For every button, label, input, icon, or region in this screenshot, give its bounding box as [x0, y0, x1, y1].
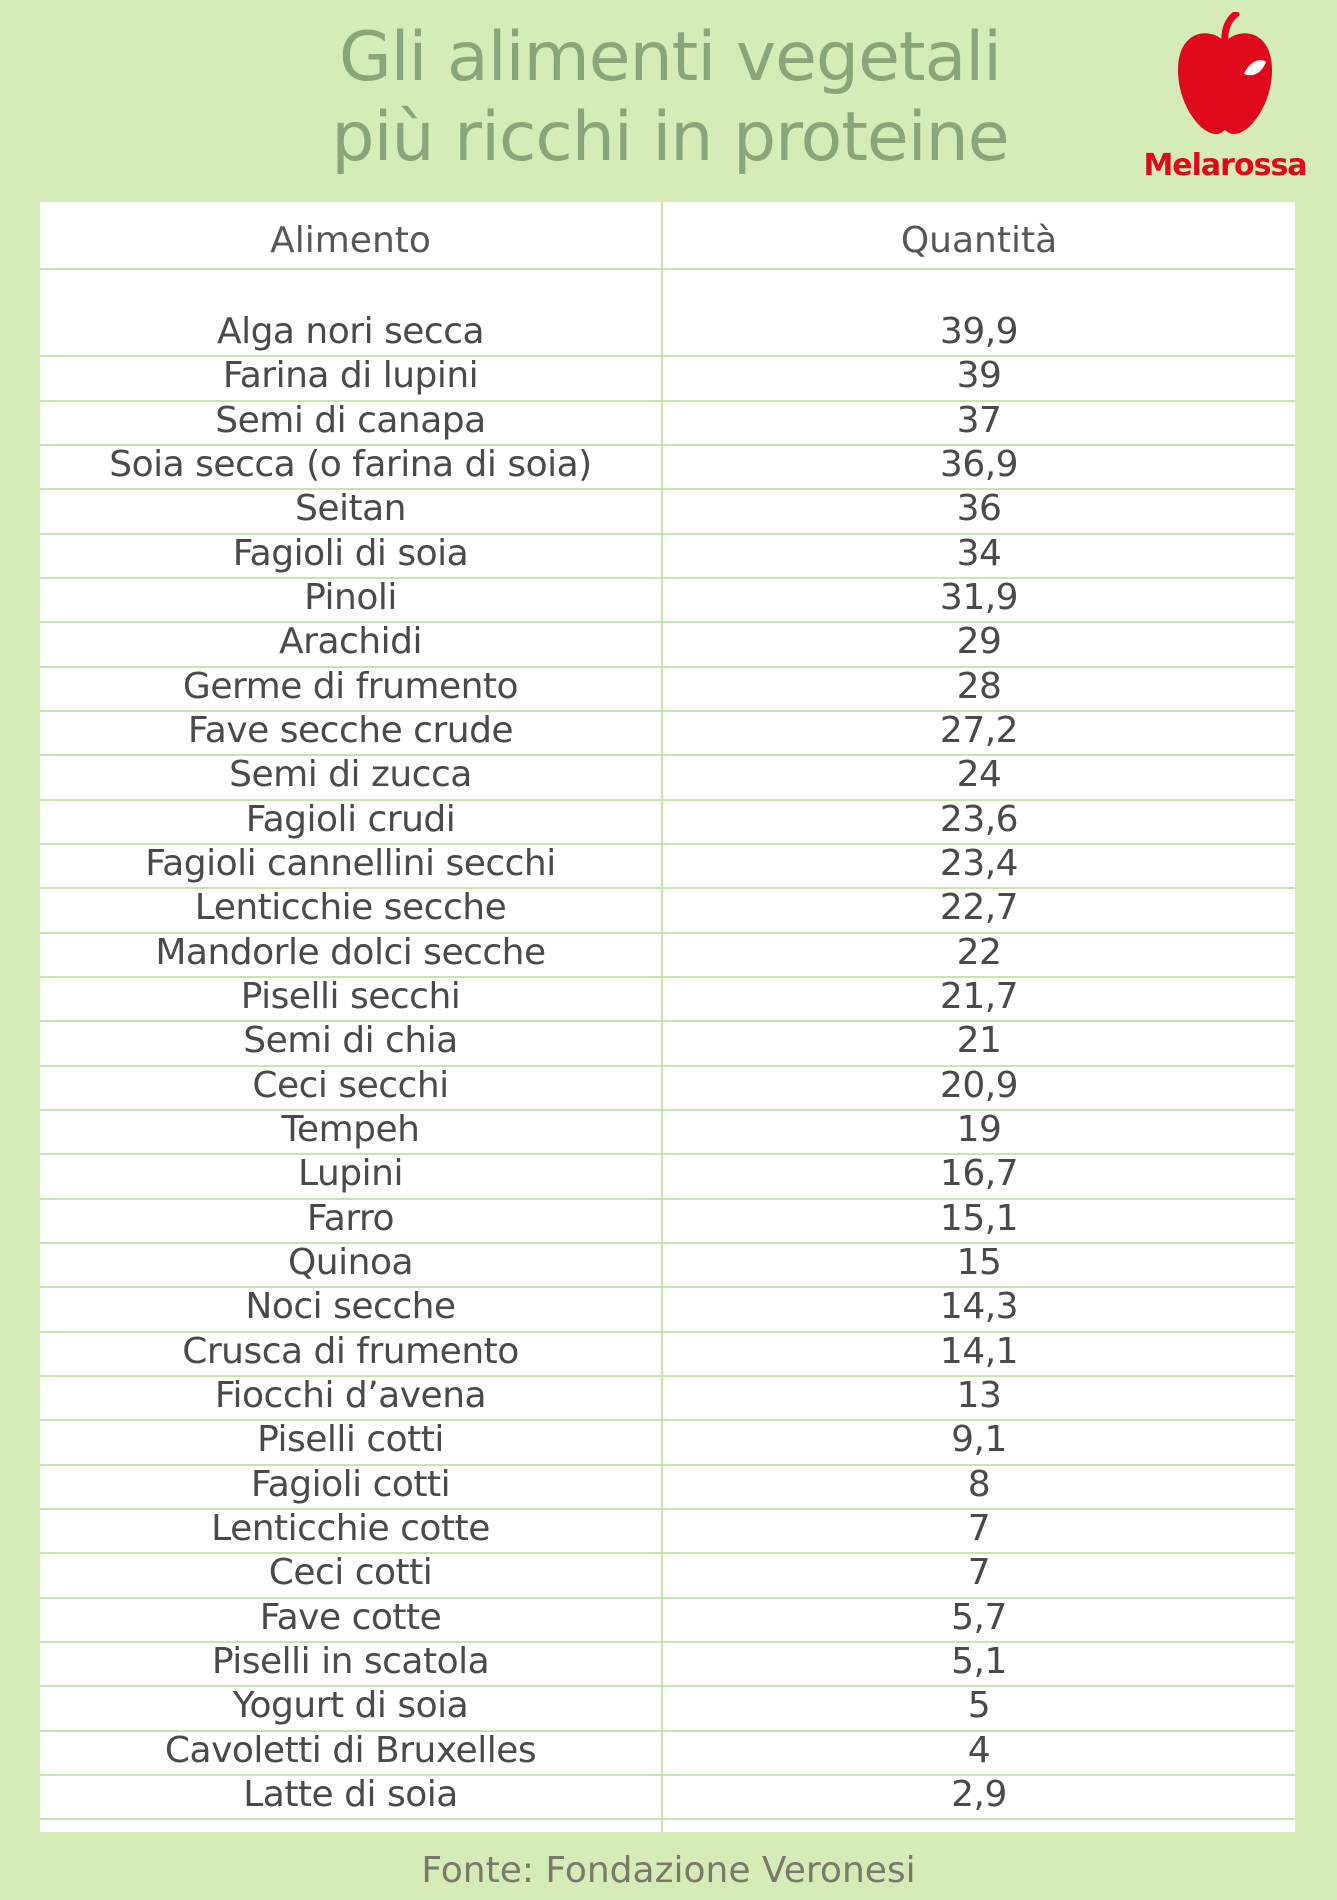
food-name-cell: Pinoli [304, 576, 397, 618]
food-name-cell: Fiocchi d’avena [214, 1374, 487, 1416]
protein-quantity-cell: 28 [956, 665, 1002, 707]
protein-quantity-cell: 34 [956, 532, 1002, 574]
table-row [40, 1288, 1295, 1332]
food-name-cell: Piselli in scatola [211, 1640, 490, 1682]
table-row [40, 1687, 1295, 1731]
protein-quantity-cell: 24 [956, 754, 1002, 796]
protein-quantity-cell: 7 [967, 1507, 991, 1549]
protein-quantity-cell: 21 [956, 1020, 1002, 1062]
food-name-cell: Semi di canapa [215, 399, 486, 441]
protein-quantity-cell: 39 [956, 355, 1002, 397]
food-name-cell: Crusca di frumento [182, 1330, 519, 1372]
brand-name: Melarossa [1143, 148, 1307, 183]
table-row [40, 313, 1295, 357]
protein-quantity-cell: 13 [956, 1374, 1002, 1416]
page-title [300, 18, 1040, 178]
protein-quantity-cell: 39,9 [939, 311, 1019, 352]
food-name-cell: Ceci secchi [252, 1064, 449, 1106]
protein-quantity-cell: 14,3 [939, 1286, 1019, 1328]
table-row [40, 576, 1295, 623]
food-name-cell: Cavoletti di Bruxelles [164, 1729, 537, 1771]
title-line-2: più ricchi in proteine [331, 98, 1009, 177]
protein-quantity-cell: 7 [967, 1552, 991, 1594]
table-row [40, 1421, 1295, 1465]
protein-quantity-cell: 20,9 [939, 1064, 1019, 1106]
food-name-cell: Fagioli crudi [245, 798, 456, 840]
table-row [40, 1064, 1295, 1111]
table-row [40, 532, 1295, 579]
protein-quantity-cell: 29 [956, 621, 1002, 663]
table-row [40, 399, 1295, 446]
table-row [40, 798, 1295, 845]
food-name-cell: Farro [306, 1197, 395, 1239]
food-name-cell: Fagioli cannellini secchi [145, 842, 556, 884]
food-name-cell: Semi di chia [243, 1020, 458, 1062]
table-row [40, 1507, 1295, 1554]
table-row [40, 1241, 1295, 1288]
food-name-cell: Germe di frumento [182, 665, 519, 707]
food-name-cell: Fave cotte [259, 1596, 442, 1638]
food-name-cell: Yogurt di soia [232, 1685, 469, 1727]
food-name-cell: Alga nori secca [216, 311, 485, 352]
table-row [40, 975, 1295, 1022]
protein-quantity-cell: 15 [956, 1241, 1002, 1283]
food-name-cell: Lenticchie cotte [211, 1507, 490, 1549]
protein-quantity-cell: 22 [956, 931, 1002, 973]
food-name-cell: Semi di zucca [229, 754, 472, 796]
food-name-cell: Arachidi [279, 621, 422, 663]
food-name-cell: Quinoa [287, 1241, 414, 1283]
food-name-cell: Lupini [298, 1153, 403, 1195]
food-name-cell: Lenticchie secche [194, 887, 507, 929]
table-row [40, 1155, 1295, 1199]
table-row [40, 1640, 1295, 1687]
protein-quantity-cell: 23,6 [939, 798, 1019, 840]
table-row [40, 1596, 1295, 1643]
protein-quantity-cell: 23,4 [939, 842, 1019, 884]
protein-quantity-cell: 14,1 [939, 1330, 1019, 1372]
protein-table [40, 202, 1295, 1832]
source-note: Fonte: Fondazione Veronesi [421, 1850, 916, 1891]
table-row [40, 709, 1295, 756]
table-row [40, 1108, 1295, 1155]
apple-icon [1170, 12, 1280, 137]
header-quantity: Quantità [900, 220, 1058, 261]
table-row [40, 756, 1295, 800]
food-name-cell: Fave secche crude [187, 709, 514, 751]
food-name-cell: Latte di soia [243, 1773, 458, 1815]
protein-quantity-cell: 8 [967, 1463, 991, 1505]
table-row [40, 1554, 1295, 1598]
food-name-cell: Fagioli cotti [250, 1463, 451, 1505]
table-row [40, 443, 1295, 490]
table-row [40, 1374, 1295, 1421]
protein-quantity-cell: 4 [967, 1729, 991, 1771]
table-row [40, 1729, 1295, 1776]
protein-quantity-cell: 22,7 [939, 887, 1019, 929]
header-food: Alimento [270, 220, 431, 261]
table-row [40, 1022, 1295, 1066]
food-name-cell: Mandorle dolci secche [155, 931, 546, 973]
table-row [40, 1463, 1295, 1510]
title-line-1: Gli alimenti vegetali [338, 18, 1002, 97]
brand-logo [1140, 12, 1310, 187]
protein-quantity-cell: 27,2 [939, 709, 1019, 751]
table-row [40, 357, 1295, 401]
protein-quantity-cell: 9,1 [951, 1419, 1007, 1461]
food-name-cell: Soia secca (o farina di soia) [109, 443, 592, 485]
table-row [40, 1197, 1295, 1244]
table-row [40, 1773, 1295, 1820]
protein-quantity-cell: 5 [967, 1685, 991, 1727]
table-row [40, 889, 1295, 933]
food-name-cell: Piselli cotti [257, 1419, 444, 1461]
protein-quantity-cell: 15,1 [939, 1197, 1019, 1239]
protein-quantity-cell: 36,9 [939, 443, 1019, 485]
table-row [40, 490, 1295, 534]
food-name-cell: Fagioli di soia [232, 532, 469, 574]
protein-quantity-cell: 2,9 [951, 1773, 1007, 1815]
table-header [40, 202, 1295, 270]
table-row [40, 931, 1295, 978]
food-name-cell: Noci secche [245, 1286, 456, 1328]
food-name-cell: Farina di lupini [222, 355, 479, 397]
food-name-cell: Ceci cotti [268, 1552, 433, 1594]
food-name-cell: Piselli secchi [240, 975, 461, 1017]
table-row [40, 842, 1295, 889]
protein-quantity-cell: 16,7 [939, 1153, 1019, 1195]
food-name-cell: Seitan [295, 488, 406, 530]
protein-quantity-cell: 5,7 [951, 1596, 1007, 1638]
food-name-cell: Tempeh [281, 1108, 420, 1150]
protein-quantity-cell: 5,1 [951, 1640, 1007, 1682]
table-row [40, 1330, 1295, 1377]
protein-quantity-cell: 31,9 [939, 576, 1019, 618]
table-row [40, 623, 1295, 667]
protein-quantity-cell: 19 [956, 1108, 1002, 1150]
protein-quantity-cell: 21,7 [939, 975, 1019, 1017]
table-row [40, 665, 1295, 712]
protein-quantity-cell: 37 [956, 399, 1002, 441]
protein-quantity-cell: 36 [956, 488, 1002, 530]
